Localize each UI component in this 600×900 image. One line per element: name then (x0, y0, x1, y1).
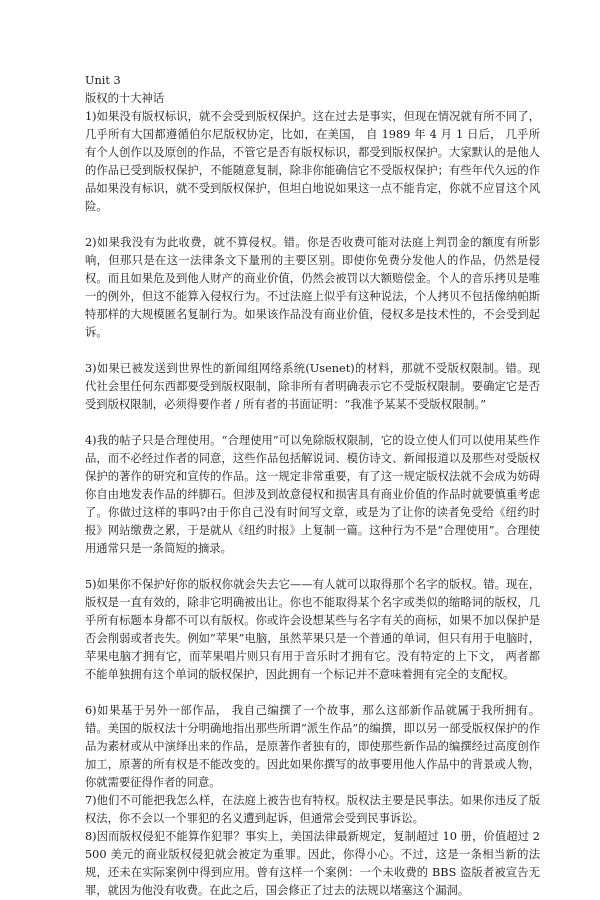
paragraph-myth-3: 3)如果已被发送到世界性的新闻组网络系统(Usenet)的材料，那就不受版权限制。错。现代社会里任何东西都要受到版权限制，除非所有者明确表示它不受版权限制。要确定它是否受到版权限制，必须得要作者 / 所有者的书面证明：“我准予某某不受版权限制。” (85, 362, 540, 411)
paragraph-myth-4: 4)我的帖子只是合理使用。“合理使用”可以免除版权限制，它的设立使人们可以使用某些作品，而不必经过作者的同意，这些作品包括解说词、模仿诗文、新闻报道以及那些对受版权保护的著作的研究和宣传的作品。这一规定非常重要，有了这一规定版权法就不会成为妨碍你自由地发表作品的绊脚石。但涉及到故意侵权和损害具有商业价值的作品时就要慎重考虑了。你做过这样的事吗?由于你自己没有时间写文章，或是为了让你的读者免受给《纽约时报》网站缴费之累，于是就从《纽约时报》上复制一篇。这种行为不是“合理使用”。合理使用通常只是一条简短的摘录。 (85, 434, 540, 555)
paragraph-myth-2: 2)如果我没有为此收费，就不算侵权。错。你是否收费可能对法庭上判罚金的额度有所影响，但那只是在这一法律条文下量刑的主要区别。即使你免费分发他人的作品，仍然是侵权。而且如果危及到他人财产的商业价值，仍然会被罚以大额赔偿金。个人的音乐拷贝是唯一的例外，但这不能算入侵权行为。不过法庭上似乎有这种说法，个人拷贝不包括像纳帕斯特那样的大规模匿名复制行为。如果该作品没有商业价值，侵权多是技术性的，不会受到起诉。 (85, 236, 540, 339)
document-title: 版权的十大神话 (85, 92, 165, 105)
paragraph-myth-1: 1)如果没有版权标识，就不会受到版权保护。这在过去是事实，但现在情况就有所不同了，几乎所有大国都遵循伯尔尼版权协定，比如，在美国， 自 1989 年 4 月 1 日后， 几乎所有个人创作以及原创的作品，不管它是否有版权标识，都受到版权保护。大家默认的是他人的作品已受到版权保护，不能随意复制，除非你能确信它不受版权保护；有些年代久远的作品如果没有标识，就不受到版权保护，但坦白地说如果这一点不能肯定，你就不应冒这个风险。 (85, 110, 540, 213)
unit-heading: Unit 3 (85, 74, 121, 87)
paragraph-myth-6: 6)如果基于另外一部作品， 我自己编撰了一个故事，那么这部新作品就属于我所拥有。错。美国的版权法十分明确地指出那些所谓“派生作品”的编撰，即以另一部受版权保护的作品为素材或从中演绎出来的作品，是原著作者独有的，即使那些新作品的编撰经过高度创作加工，原著的所有权是不能改变的。因此如果你撰写的故事要用他人作品中的背景或人物，你就需要征得作者的同意。 (85, 704, 540, 789)
paragraph-myth-8: 8)因而版权侵犯不能算作犯罪？事实上，美国法律最新规定，复制超过 10 册，价值超过 2 500 美元的商业版权侵犯就会被定为重罪。因此，你得小心。不过，这是一条相当新的法规，还未在实际案例中得到应用。曾有这样一个案例：一个未收费的 BBS 盗版者被宣告无罪，就因为他没有收费。在此之后，国会修正了过去的法规以堵塞这个漏洞。 (85, 830, 540, 897)
paragraph-myth-7: 7)他们不可能把我怎么样，在法庭上被告也有特权。版权法主要是民事法。如果你违反了版权法，你不会以一个罪犯的名义遭到起诉，但通常会受到民事诉讼。 (85, 794, 540, 825)
paragraph-myth-5: 5)如果你不保护好你的版权你就会失去它——有人就可以取得那个名字的版权。错。现在，版权是一直有效的，除非它明确被出让。你也不能取得某个名字或类似的缩略词的版权，几乎所有标题本身都不可以有版权。你或许会设想某些与名字有关的商标，如果不加以保护是否会削弱或者丧失。例如“苹果”电脑，虽然苹果只是一个普通的单词，但只有用于电脑时，苹果电脑才拥有它，而苹果唱片则只有用于音乐时才拥有它。没有特定的上下文， 两者都不能单独拥有这个单词的版权保护，因此拥有一个标记并不意味着拥有完全的支配权。 (85, 578, 540, 681)
